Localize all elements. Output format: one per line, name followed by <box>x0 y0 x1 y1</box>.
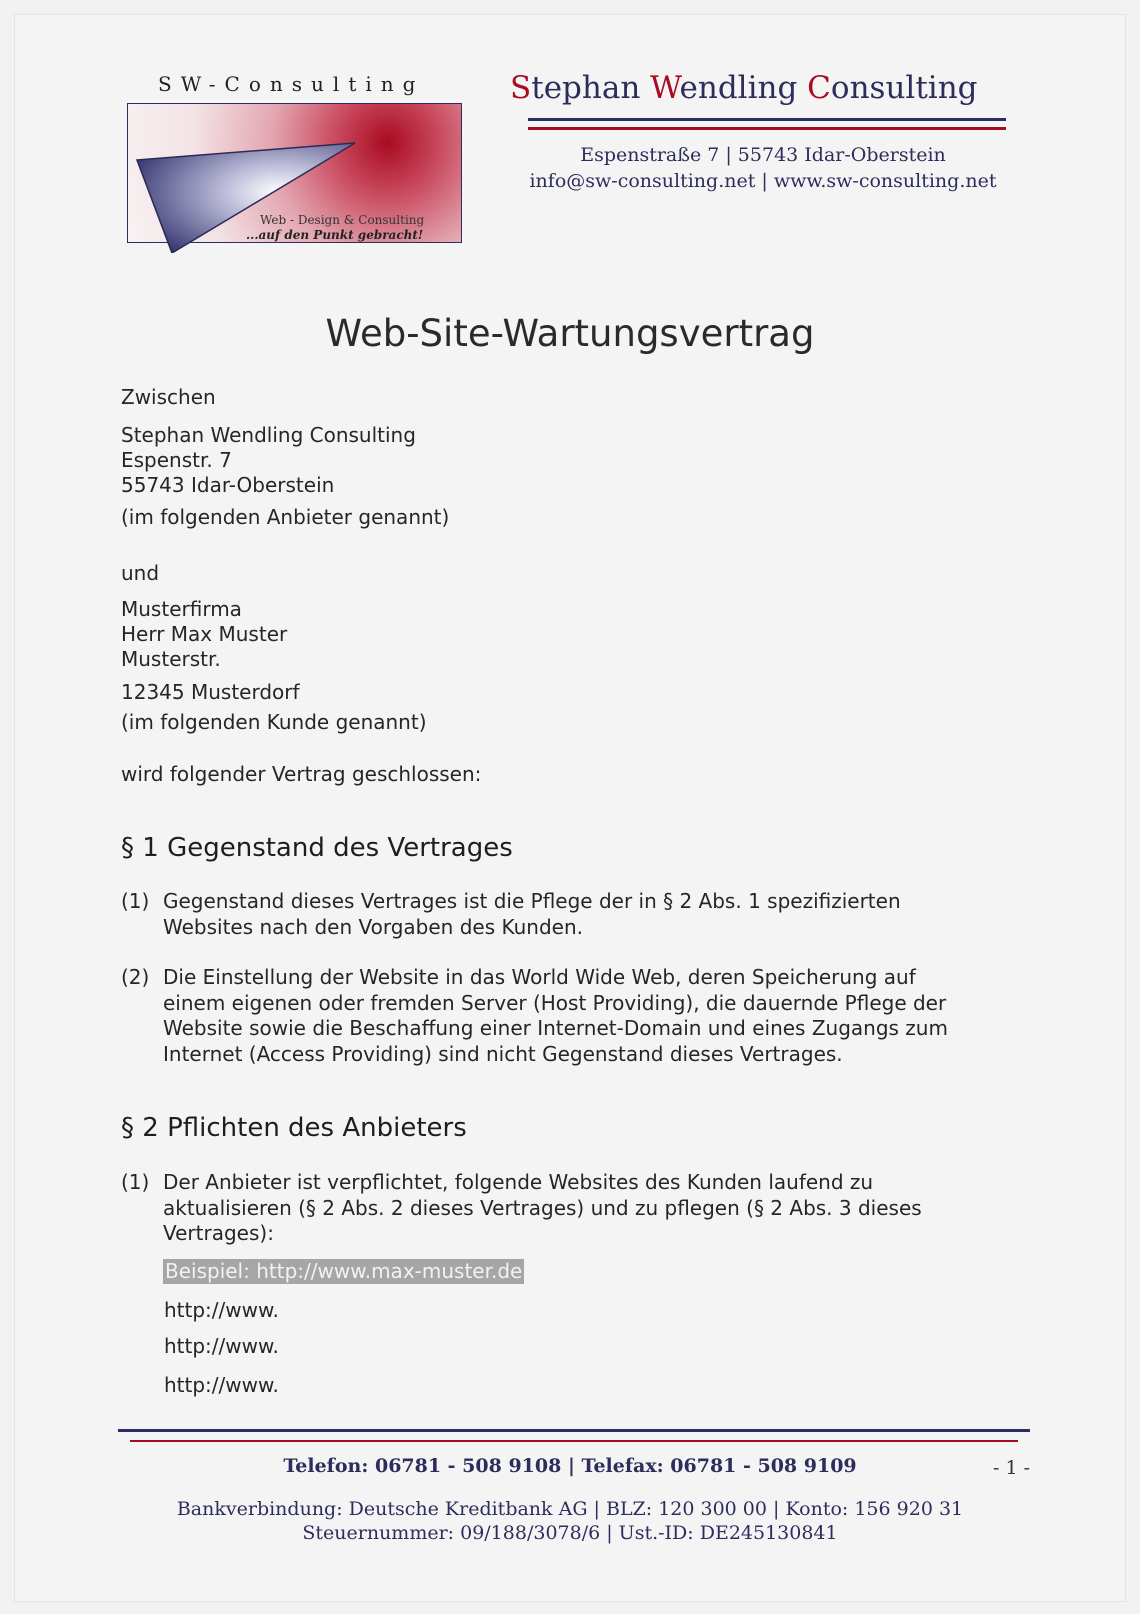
document-title: Web-Site-Wartungsvertrag <box>325 312 815 355</box>
page-number: - 1 - <box>993 1457 1031 1479</box>
website-url-field: http://www. <box>164 1334 279 1358</box>
section-1-heading: § 1 Gegenstand des Vertrages <box>121 833 513 863</box>
section-2-heading: § 2 Pflichten des Anbieters <box>121 1113 467 1143</box>
customer-city: 12345 Musterdorf <box>121 680 300 704</box>
section-2-paragraph-1 <box>121 1170 1001 1247</box>
paragraph-line: Vertrages): <box>163 1221 274 1245</box>
customer-role: (im folgenden Kunde genannt) <box>121 710 427 734</box>
logo-slogan: ...auf den Punkt gebracht! <box>246 228 424 242</box>
provider-city: 55743 Idar-Oberstein <box>121 473 335 497</box>
paragraph-line: Die Einstellung der Website in das World Wide Web, deren Speicherung auf <box>163 965 916 989</box>
paragraph-number: (2) <box>121 965 150 989</box>
paragraph-line: aktualisieren (§ 2 Abs. 2 dieses Vertrages) und zu pflegen (§ 2 Abs. 3 dieses <box>163 1195 922 1220</box>
provider-street: Espenstr. 7 <box>121 448 232 472</box>
logo-wordmark: SW-Consulting <box>158 72 425 96</box>
company-name-part-1: tephan <box>531 70 651 106</box>
logo-tagline: Web - Design & Consulting <box>260 213 425 227</box>
paragraph-line: Der Anbieter ist verpflichtet, folgende Websites des Kunden laufend zu <box>163 1170 874 1194</box>
company-initial-c: C <box>807 70 831 106</box>
and-label: und <box>121 561 160 585</box>
bank-line: Bankverbindung: Deutsche Kreditbank AG | BLZ: 120 300 00 | Konto: 156 920 31 <box>176 1498 964 1520</box>
footer-bank-info <box>0 1497 1140 1545</box>
provider-role: (im folgenden Anbieter genannt) <box>121 505 450 529</box>
customer-street: Musterstr. <box>121 647 221 671</box>
customer-company: Musterfirma <box>121 597 242 621</box>
paragraph-number: (1) <box>121 1170 150 1194</box>
footer-rule-red <box>130 1440 1018 1442</box>
footer-rule-blue <box>118 1429 1030 1432</box>
tax-line: Steuernummer: 09/188/3078/6 | Ust.-ID: DE245130841 <box>302 1522 838 1544</box>
website-url-field: http://www. <box>164 1298 279 1322</box>
company-address <box>510 142 1016 194</box>
paragraph-line: Websites nach den Vorgaben des Kunden. <box>163 914 583 939</box>
footer-contact: Telefon: 06781 - 508 9108 | Telefax: 06781 - 508 9109 <box>283 1455 857 1477</box>
header-rule-red <box>528 127 1006 130</box>
between-label: Zwischen <box>121 385 216 409</box>
example-url-highlight: Beispiel: http://www.max-muster.de <box>165 1259 523 1283</box>
paragraph-line: Internet (Access Providing) sind nicht Gegenstand dieses Vertrages. <box>163 1041 843 1066</box>
company-initial-s: S <box>510 70 532 106</box>
website-url-field: http://www. <box>164 1373 279 1397</box>
section-1-paragraph-2 <box>121 965 1001 1067</box>
address-line: Espenstraße 7 | 55743 Idar-Oberstein <box>580 144 946 166</box>
company-name-part-3: onsulting <box>830 70 978 106</box>
contract-concluded: wird folgender Vertrag geschlossen: <box>121 762 482 786</box>
section-1-paragraph-1 <box>121 889 1001 940</box>
company-initial-w: W <box>650 70 680 106</box>
paragraph-line: Website sowie die Beschaffung einer Internet-Domain und eines Zugangs zum <box>163 1016 948 1040</box>
header-rule-blue <box>528 118 1006 121</box>
provider-name: Stephan Wendling Consulting <box>121 423 416 447</box>
contact-line: info@sw-consulting.net | www.sw-consulting.net <box>529 170 997 192</box>
paragraph-number: (1) <box>121 889 150 913</box>
company-name <box>510 70 978 106</box>
paragraph-line: einem eigenen oder fremden Server (Host Providing), die dauernde Pflege der <box>163 990 947 1015</box>
company-name-part-2: endling <box>679 70 808 106</box>
customer-contact: Herr Max Muster <box>121 622 288 646</box>
paragraph-line: Gegenstand dieses Vertrages ist die Pflege der in § 2 Abs. 1 spezifizierten <box>163 889 901 913</box>
